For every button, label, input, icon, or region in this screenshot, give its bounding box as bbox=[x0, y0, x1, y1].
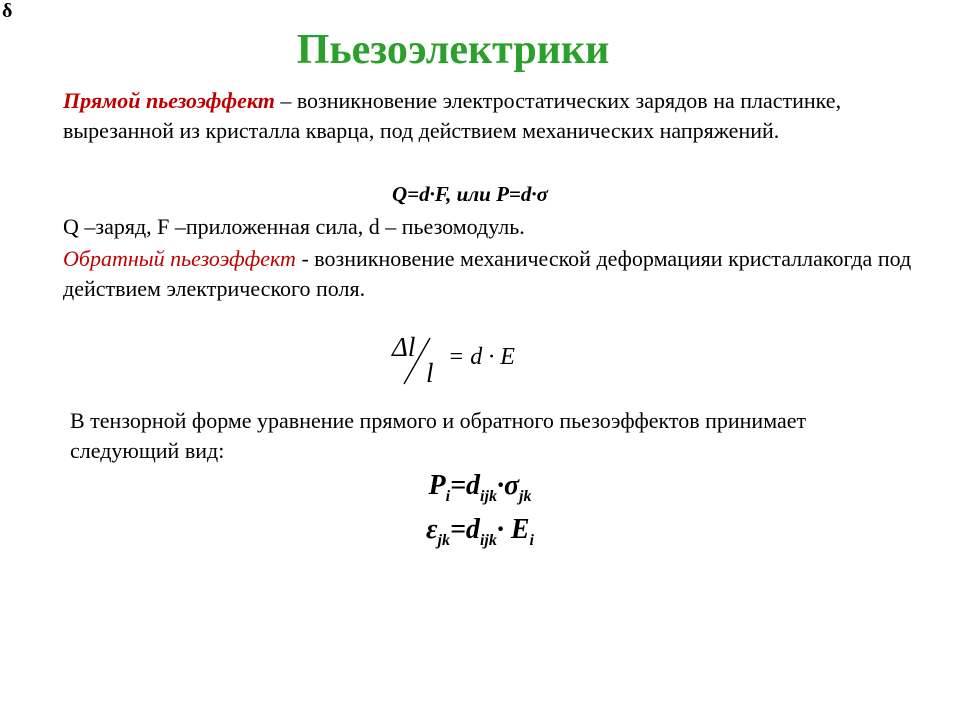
strain-formula bbox=[392, 330, 542, 390]
fraction-denominator: l bbox=[426, 358, 434, 388]
tensor2-operator: · E bbox=[496, 514, 530, 545]
tensor-intro: В тензорной форме уравнение прямого и обратного пьезоэффектов принимает следующий вид: bbox=[70, 408, 807, 463]
page-title: Пьезоэлектрики bbox=[296, 27, 610, 73]
inverse-effect-text: - возникновение механической деформацияи кристаллакогда под действием электрического поля. bbox=[63, 246, 912, 301]
fraction-numerator: Δl bbox=[392, 332, 416, 362]
direct-effect-term: Прямой пьезоэффект bbox=[63, 88, 275, 113]
tensor1-subscript-a: i bbox=[445, 488, 451, 505]
tensor-formula-direct bbox=[0, 470, 960, 505]
tensor2-equals: =d bbox=[449, 514, 480, 545]
tensor2-subscript-a: jk bbox=[437, 532, 450, 549]
direct-effect-paragraph bbox=[63, 86, 923, 146]
tensor2-subscript-c: i bbox=[529, 532, 534, 549]
tensor1-subscript-c: jk bbox=[519, 488, 532, 505]
tensor1-equals: =d bbox=[450, 470, 481, 501]
fraction-rhs: = d · E bbox=[448, 344, 515, 370]
direct-effect-text: – возникновение электростатических зарядов на пластинке, вырезанной из кристалла кварца, под действием механических напряжений. bbox=[63, 88, 842, 143]
delta-symbol: δ bbox=[2, 0, 13, 22]
symbol-legend: Q –заряд, F –приложенная сила, d – пьезомодуль. bbox=[63, 214, 525, 239]
inverse-effect-term: Обратный пьезоэффект bbox=[63, 246, 296, 271]
tensor2-symbol: ε bbox=[426, 514, 438, 545]
tensor2-subscript-b: ijk bbox=[479, 532, 497, 549]
tensor1-subscript-b: ijk bbox=[480, 488, 497, 505]
tensor-formula-inverse bbox=[0, 514, 960, 549]
charge-formula: Q=d·F, или P=d·σ bbox=[392, 182, 548, 206]
tensor1-symbol: P bbox=[428, 470, 446, 501]
tensor1-operator: ·σ bbox=[496, 470, 520, 501]
inverse-effect-paragraph bbox=[63, 244, 923, 304]
